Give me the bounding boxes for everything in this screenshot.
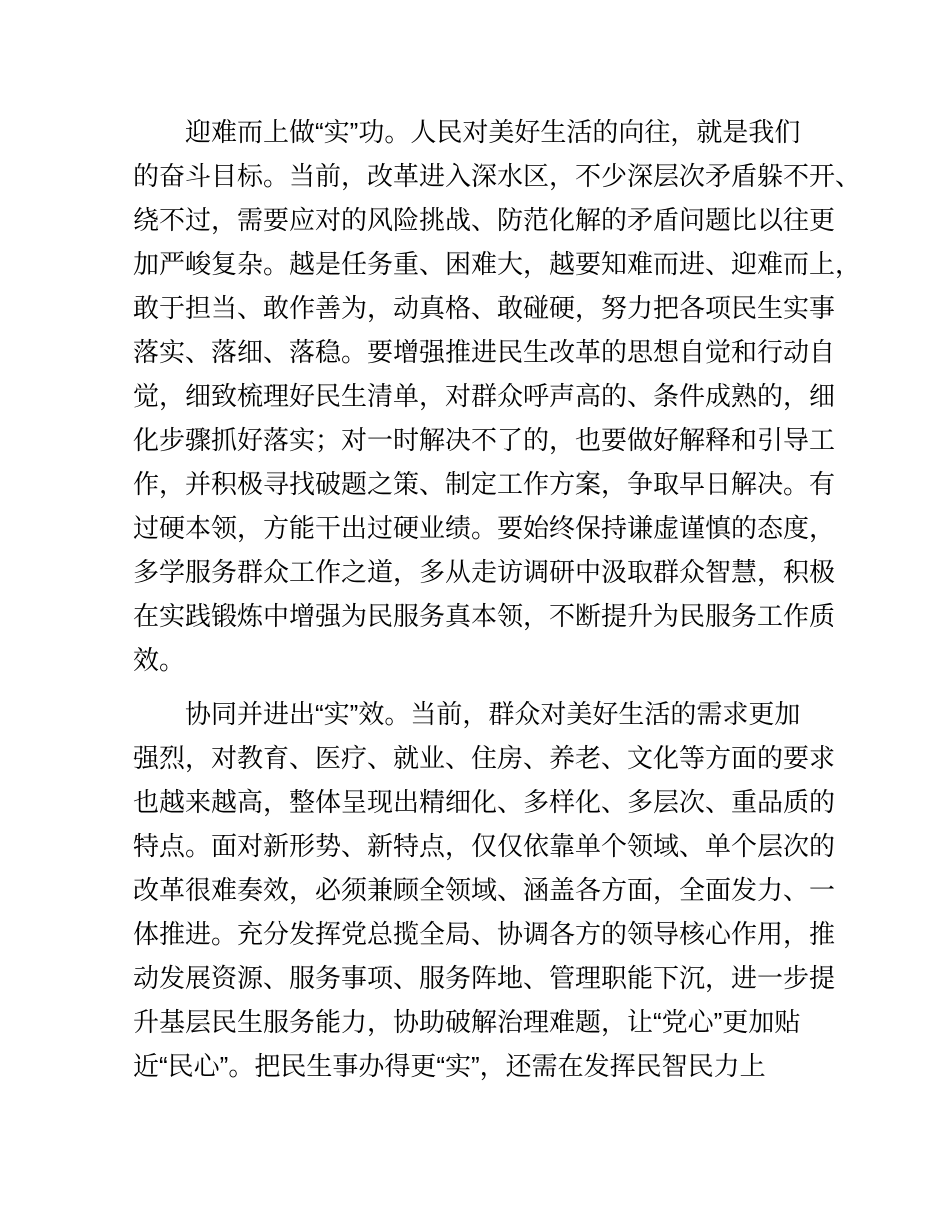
- text-line: 也越来越高，整体呈现出精细化、多样化、多层次、重品质的: [133, 787, 836, 817]
- text-line: 落实、落细、落稳。要增强推进民生改革的思想自觉和行动自: [133, 337, 836, 367]
- text-line: 过硬本领，方能干出过硬业绩。要始终保持谦虚谨慎的态度，: [133, 513, 836, 543]
- text-line: 协同并进出“实”效。当前，群众对美好生活的需求更加: [185, 699, 801, 729]
- text-line: 作，并积极寻找破题之策、制定工作方案，争取早日解决。有: [133, 469, 836, 499]
- text-line: 效。: [133, 645, 186, 675]
- text-line: 的奋斗目标。当前，改革进入深水区，不少深层次矛盾躲不开、: [133, 161, 862, 191]
- text-line: 体推进。充分发挥党总揽全局、协调各方的领导核心作用，推: [133, 919, 836, 949]
- text-line: 敢于担当、敢作善为，动真格、敢碰硬，努力把各项民生实事: [133, 293, 836, 323]
- text-line: 在实践锻炼中增强为民服务真本领，不断提升为民服务工作质: [133, 601, 836, 631]
- text-line: 升基层民生服务能力，协助破解治理难题，让“党心”更加贴: [133, 1007, 801, 1037]
- text-line: 改革很难奏效，必须兼顾全领域、涵盖各方面，全面发力、一: [133, 875, 836, 905]
- text-line: 觉，细致梳理好民生清单，对群众呼声高的、条件成熟的，细: [133, 381, 836, 411]
- text-line: 多学服务群众工作之道，多从走访调研中汲取群众智慧，积极: [133, 557, 836, 587]
- text-line: 特点。面对新形势、新特点，仅仅依靠单个领域、单个层次的: [133, 831, 836, 861]
- text-line: 迎难而上做“实”功。人民对美好生活的向往，就是我们: [185, 117, 801, 147]
- document-body: [133, 110, 862, 1088]
- text-line: 绕不过，需要应对的风险挑战、防范化解的矛盾问题比以往更: [133, 205, 836, 235]
- text-line: 加严峻复杂。越是任务重、困难大，越要知难而进、迎难而上，: [133, 249, 862, 279]
- paragraph-2: [133, 692, 838, 1088]
- text-line: 动发展资源、服务事项、服务阵地、管理职能下沉，进一步提: [133, 963, 836, 993]
- paragraph-1: [133, 110, 862, 682]
- text-line: 化步骤抓好落实；对一时解决不了的，也要做好解释和引导工: [133, 425, 836, 455]
- text-line: 强烈，对教育、医疗、就业、住房、养老、文化等方面的要求: [133, 743, 836, 773]
- text-line: 近“民心”。把民生事办得更“实”，还需在发挥民智民力上: [133, 1051, 766, 1081]
